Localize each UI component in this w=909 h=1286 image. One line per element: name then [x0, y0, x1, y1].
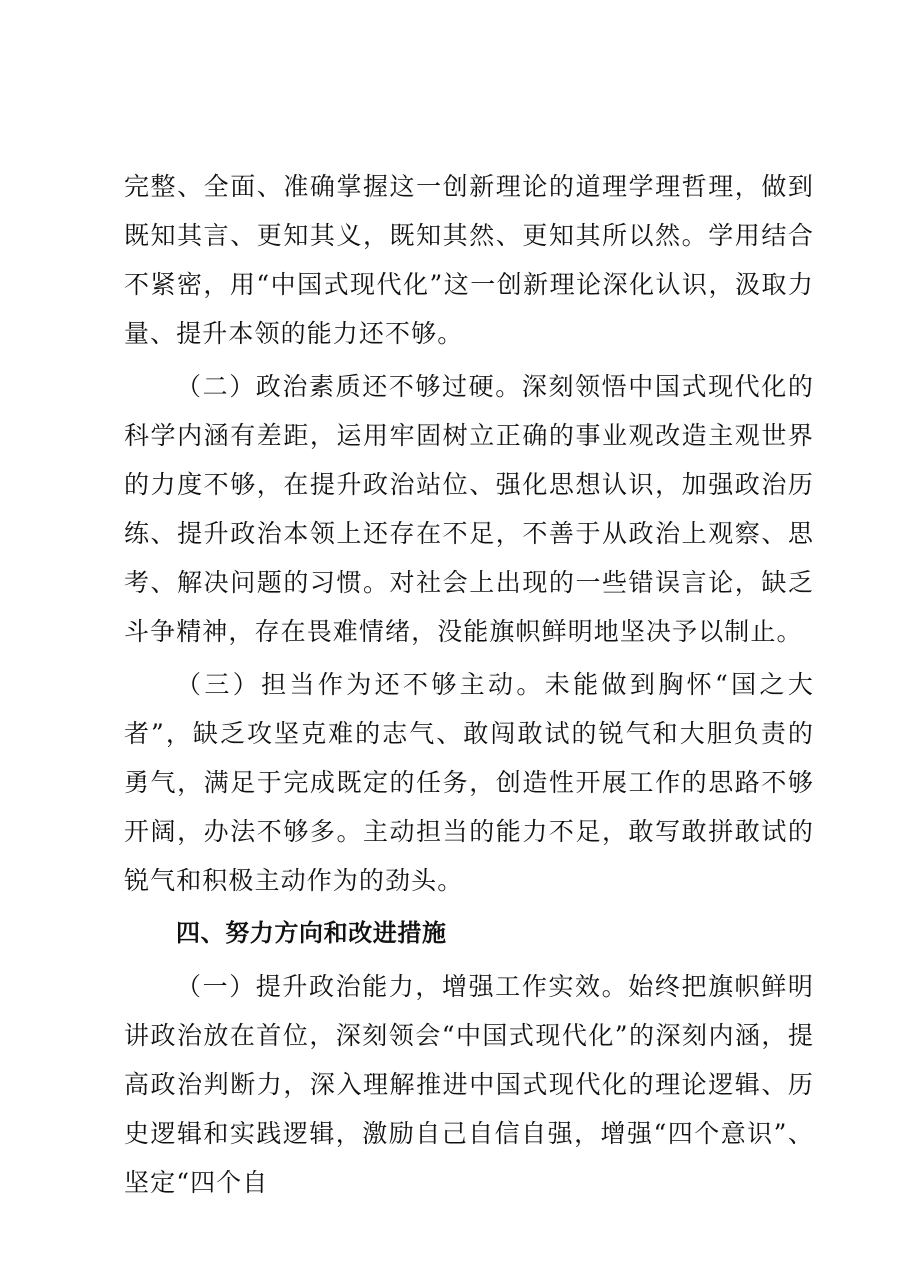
paragraph-continuation: 完整、全面、准确掌握这一创新理论的道理学理哲理，做到既知其言、更知其义，既知其然、更知其所以然。学用结合不紧密，用“中国式现代化”这一创新理论深化认识，汲取力量、提升本领的能力还不够。 [124, 172, 814, 348]
section-heading-improvement-measures: 四、努力方向和改进措施 [176, 919, 447, 947]
paragraph-responsibility: （三）担当作为还不够主动。未能做到胸怀“国之大者”，缺乏攻坚克难的志气、敢闯敢试的锐气和大胆负责的勇气，满足于完成既定的任务，创造性开展工作的思路不够开阔，办法不够多。主动担当的能力不足，敢写敢拼敢试的锐气和积极主动作为的劲头。 [124, 670, 814, 895]
document-body [124, 162, 814, 1211]
paragraph-political-ability: （一）提升政治能力，增强工作实效。始终把旗帜鲜明讲政治放在首位，深刻领会“中国式现代化”的深刻内涵，提高政治判断力，深入理解推进中国式现代化的理论逻辑、历史逻辑和实践逻辑，激励自己自信自强，增强“四个意识”、坚定“四个自 [124, 972, 814, 1197]
paragraph-political-quality: （二）政治素质还不够过硬。深刻领悟中国式现代化的科学内涵有差距，运用牢固树立正确的事业观改造主观世界的力度不够，在提升政治站位、强化思想认识，加强政治历练、提升政治本领上还存在不足，不善于从政治上观察、思考、解决问题的习惯。对社会上出现的一些错误言论，缺乏斗争精神，存在畏难情绪，没能旗帜鲜明地坚决予以制止。 [124, 372, 814, 646]
